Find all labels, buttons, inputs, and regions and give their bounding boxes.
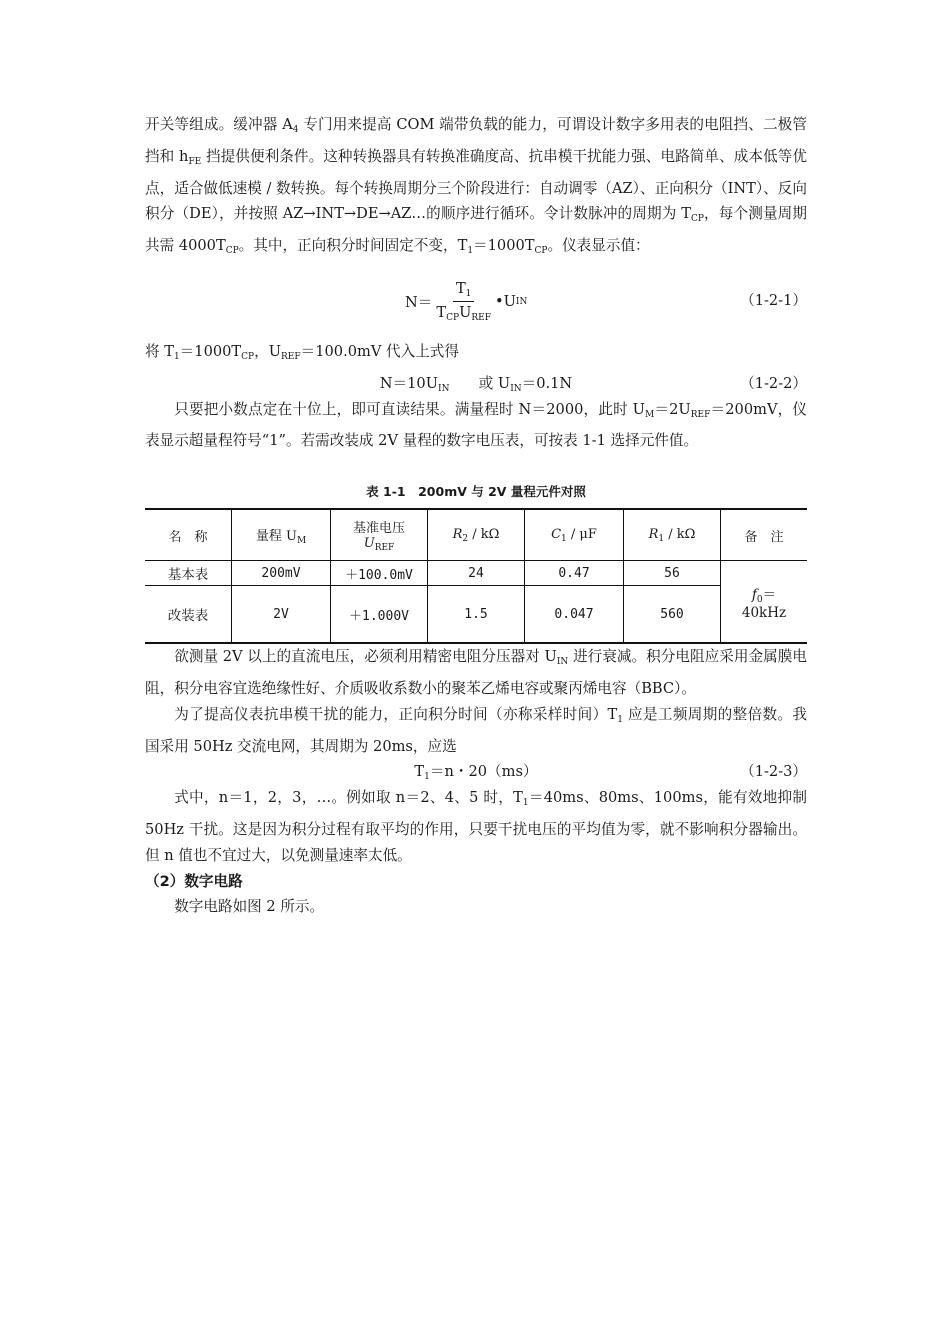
subscript: FE [188, 156, 202, 167]
cell-note [721, 561, 808, 644]
subscript: CP [690, 214, 704, 225]
cell-r1: 56 [624, 561, 721, 586]
text-run: 为了提高仪表抗串模干扰的能力，正向积分时间（亦称采样时间）T [174, 705, 618, 723]
equation-1-2-2 [145, 371, 807, 397]
cell-r2: 1.5 [428, 586, 525, 644]
paragraph-2 [145, 339, 807, 371]
subscript: 2 [462, 533, 469, 544]
header-text: / kΩ [468, 526, 500, 542]
header-text: / μF [566, 526, 597, 542]
subscript: IN [438, 383, 450, 394]
text-run: 式中，n＝1，2，3，…。例如取 n＝2、4、5 时，T [174, 789, 523, 807]
subscript: 1 [617, 714, 624, 725]
subscript: 1 [658, 533, 665, 544]
eq-lhs: N＝ [405, 294, 433, 312]
subscript: 1 [424, 772, 430, 783]
eq-denominator: T [436, 304, 447, 322]
subscript: REF [374, 543, 395, 554]
cell-r2: 24 [428, 561, 525, 586]
header-text: U [363, 536, 375, 552]
document-page [145, 112, 807, 920]
text-run: 挡提供便利条件。这种转换器具有转换准确度高、抗串模干扰能力强、电路简单、成本低等优点，适合做低速模 / 数转换。每个转换周期分三个阶段进行：自动调零（AZ）、正向积分（INT）、反向积分（DE），并按照 AZ→INT→DE→AZ…的顺序进行循环。令计数脉冲的周期为 T [145, 147, 807, 223]
header-r2 [428, 509, 525, 561]
subscript: CP [225, 246, 239, 257]
header-text: 基准电压 [352, 521, 405, 537]
eq-text: ＝0.1N [521, 374, 573, 392]
subscript: CP [534, 246, 548, 257]
cell-name: 基本表 [145, 561, 232, 586]
eq-denominator: U [459, 304, 472, 322]
text-run: ＝1000T [473, 237, 535, 255]
subscript: M [644, 409, 655, 420]
text-run: ，每个测量周期共需 4000T [145, 205, 807, 255]
text-run: 将 T [145, 342, 174, 360]
equation-number: （1-2-1） [740, 291, 807, 309]
equation-number: （1-2-3） [740, 763, 807, 781]
cell-range: 2V [232, 586, 331, 644]
text-run: 专门用来提高 COM 端带负载的能力，可谓设计数字多用表的电阻挡、二极管挡和 h [145, 116, 807, 165]
subscript: 1 [467, 246, 474, 257]
header-text: C [551, 526, 562, 542]
text-run: 进行衰减。积分电阻应采用金属膜电阻，积分电容宜选绝缘性好、介质吸收系数小的聚苯乙烯电容或聚丙烯电容（BBC）。 [145, 648, 808, 697]
eq-text: T [414, 763, 425, 781]
note-text: ＝ [762, 586, 777, 603]
table-row [145, 561, 807, 586]
eq-text: 或 U [449, 374, 511, 392]
component-table [145, 508, 807, 644]
subscript: 0 [756, 594, 763, 605]
header-text: / kΩ [664, 526, 696, 542]
text-run: ＝100.0mV 代入上式得 [300, 342, 459, 360]
paragraph-5 [145, 702, 807, 760]
table-title: 表 1-1 200mV 与 2V 量程元件对照 [366, 484, 586, 500]
header-range [232, 509, 331, 561]
subscript: 1 [465, 289, 472, 300]
cell-c1: 0.47 [525, 561, 624, 586]
note-text: f [751, 586, 757, 603]
cell-vref: ＋100.0mV [331, 561, 428, 586]
note-text: 40kHz [741, 604, 787, 621]
text-run: ，U [254, 342, 282, 360]
table-row [145, 586, 807, 644]
paragraph-4 [145, 644, 807, 702]
subscript: IN [510, 383, 522, 394]
text-run: ＝40ms、80ms、100ms，能有效地抑制 50Hz 干扰。这是因为积分过程有取平均的作用，只要干扰电压的平均值为零，就不影响积分器输出。但 n 值也不宜过大，以免测量速率太低。 [145, 789, 807, 864]
cell-c1: 0.047 [525, 586, 624, 644]
subscript: CP [241, 351, 255, 362]
subscript: IN [556, 657, 569, 668]
text-run: ＝1000T [179, 342, 242, 360]
text-run: ＝2U [654, 400, 691, 418]
text-run: 欲测量 2V 以上的直流电压，必须利用精密电阻分压器对 U [174, 648, 557, 666]
eq-text: ＝n・20（ms） [429, 763, 538, 781]
equation-number: （1-2-2） [740, 374, 807, 392]
text-run: 只要把小数点定在十位上，即可直读结果。满量程时 N＝2000，此时 U [174, 400, 645, 418]
fraction [436, 280, 491, 323]
header-name: 名 称 [145, 509, 232, 561]
header-vref [331, 509, 428, 561]
header-text: 量程 U [255, 528, 297, 544]
header-note: 备 注 [721, 509, 808, 561]
cell-range: 200mV [232, 561, 331, 586]
header-text: R [452, 526, 463, 542]
subscript: 1 [522, 798, 529, 809]
subscript: 4 [292, 125, 299, 135]
text-run: 开关等组成。缓冲器 A [145, 116, 293, 133]
cell-name: 改装表 [145, 586, 232, 644]
header-r1 [624, 509, 721, 561]
paragraph-7: 数字电路如图 2 所示。 [174, 898, 325, 916]
subscript: REF [690, 409, 711, 420]
equation-1-2-3 [145, 759, 807, 785]
section-heading: （2）数字电路 [145, 872, 243, 890]
subscript: REF [471, 313, 491, 324]
header-c1 [525, 509, 624, 561]
eq-numerator: T [455, 280, 466, 298]
paragraph-6 [145, 785, 807, 868]
paragraph-3 [145, 397, 807, 455]
eq-rhs: •U [494, 293, 516, 311]
text-run: 应是工频周期的整倍数。我国采用 50Hz 交流电网，其周期为 20ms，应选 [145, 705, 807, 755]
subscript: M [296, 535, 307, 546]
subscript: 1 [173, 351, 180, 362]
text-run: 。仪表显示值： [547, 237, 650, 255]
cell-vref: ＋1.000V [331, 586, 428, 644]
text-run: 。其中，正向积分时间固定不变，T [238, 237, 468, 255]
table-header-row [145, 509, 807, 561]
text-run: ＝200mV，仪表显示超量程符号“1”。若需改装成 2V 量程的数字电压表，可按表 1-1 选择元件值。 [145, 400, 808, 450]
subscript: REF [281, 351, 301, 362]
cell-r1: 560 [624, 586, 721, 644]
subscript: CP [446, 313, 460, 324]
subscript: IN [515, 296, 528, 307]
paragraph-1 [145, 112, 807, 265]
eq-text: N＝10U [379, 374, 439, 392]
subscript: 1 [561, 533, 567, 544]
header-text: R [648, 526, 659, 542]
equation-1-2-1 [145, 265, 807, 339]
